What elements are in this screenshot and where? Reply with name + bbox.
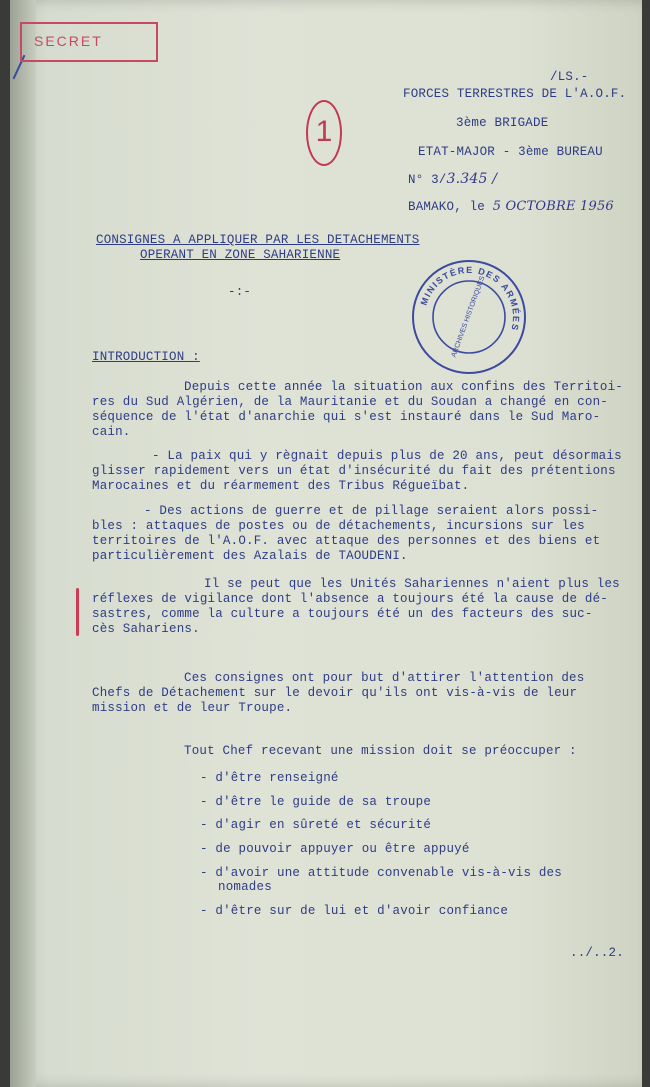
paragraph-1-line-1: Depuis cette année la situation aux confins des Territoi-: [184, 380, 623, 394]
paragraph-4-line-2: réflexes de vigilance dont l'absence a toujours été la cause de dé-: [92, 592, 608, 606]
title-line-1: CONSIGNES A APPLIQUER PAR LES DETACHEMENTS: [96, 233, 420, 247]
archive-stamp-outer-text: MINISTÈRE DES ARMÉES: [418, 264, 522, 333]
list-item: - d'être le guide de sa troupe: [200, 795, 432, 809]
date-handwritten: 5 OCTOBRE 1956: [492, 199, 614, 214]
binding-edge: [10, 0, 36, 1087]
place-date: [408, 199, 614, 215]
reference-number: [408, 172, 497, 188]
archive-stamp-inner-text: ARCHIVES HISTORIQUES: [450, 275, 487, 359]
paragraph-3-line-2: bles : attaques de postes ou de détachements, incursions sur les: [92, 519, 585, 533]
section-heading: INTRODUCTION :: [92, 350, 200, 364]
margin-mark: [76, 588, 79, 636]
paragraph-2-line-3: Marocaines et du réarmement des Tribus Régueïbat.: [92, 479, 470, 493]
secret-stamp: SECRET: [20, 22, 158, 62]
paragraph-2-line-1: - La paix qui y règnait depuis plus de 20 ans, peut désormais: [152, 449, 622, 463]
list-item: - d'avoir une attitude convenable vis-à-vis des: [200, 866, 562, 880]
header-line-3: ETAT-MAJOR - 3ème BUREAU: [418, 145, 603, 159]
document-page: [10, 0, 642, 1087]
list-item: - d'être renseigné: [200, 771, 339, 785]
paragraph-3-line-4: particulièrement des Azalais de TAOUDENI.: [92, 549, 408, 563]
list-intro: Tout Chef recevant une mission doit se préoccuper :: [184, 744, 577, 758]
paragraph-1-line-4: cain.: [92, 425, 131, 439]
archive-stamp: [410, 258, 528, 376]
paragraph-4-line-1: Il se peut que les Unités Sahariennes n'aient plus les: [204, 577, 620, 591]
page-number-circle: 1: [306, 100, 342, 166]
paragraph-2-line-2: glisser rapidement vers un état d'insécurité du fait des prétentions: [92, 464, 616, 478]
paragraph-3-line-1: - Des actions de guerre et de pillage seraient alors possi-: [144, 504, 599, 518]
paragraph-4-line-4: cès Sahariens.: [92, 622, 200, 636]
list-item: - de pouvoir appuyer ou être appuyé: [200, 842, 470, 856]
paragraph-3-line-3: territoires de l'A.O.F. avec attaque des personnes et des biens et: [92, 534, 601, 548]
list-item: - d'agir en sûreté et sécurité: [200, 818, 432, 832]
continuation-mark: ../..2.: [570, 946, 624, 960]
reference-handwritten: 3.345 /: [446, 171, 498, 187]
reference-prefix: N° 3/: [408, 173, 447, 187]
paragraph-1-line-3: séquence de l'état d'anarchie qui s'est instauré dans le Sud Maro-: [92, 410, 601, 424]
list-item: - d'être sur de lui et d'avoir confiance: [200, 904, 509, 918]
paragraph-5-line-1: Ces consignes ont pour but d'attirer l'attention des: [184, 671, 585, 685]
place: BAMAKO, le: [408, 200, 486, 214]
header-ref: /LS.-: [550, 70, 589, 84]
list-item-continued: nomades: [218, 880, 272, 894]
title-line-2: OPERANT EN ZONE SAHARIENNE: [140, 248, 341, 262]
paragraph-1-line-2: res du Sud Algérien, de la Mauritanie et du Soudan a changé en con-: [92, 395, 608, 409]
header-line-2: 3ème BRIGADE: [456, 116, 549, 130]
title-separator: -:-: [228, 285, 252, 299]
paragraph-5-line-3: mission et de leur Troupe.: [92, 701, 293, 715]
header-line-1: FORCES TERRESTRES DE L'A.O.F.: [403, 87, 627, 101]
paragraph-5-line-2: Chefs de Détachement sur le devoir qu'ils ont vis-à-vis de leur: [92, 686, 578, 700]
paragraph-4-line-3: sastres, comme la culture a toujours été un des facteurs des suc-: [92, 607, 593, 621]
